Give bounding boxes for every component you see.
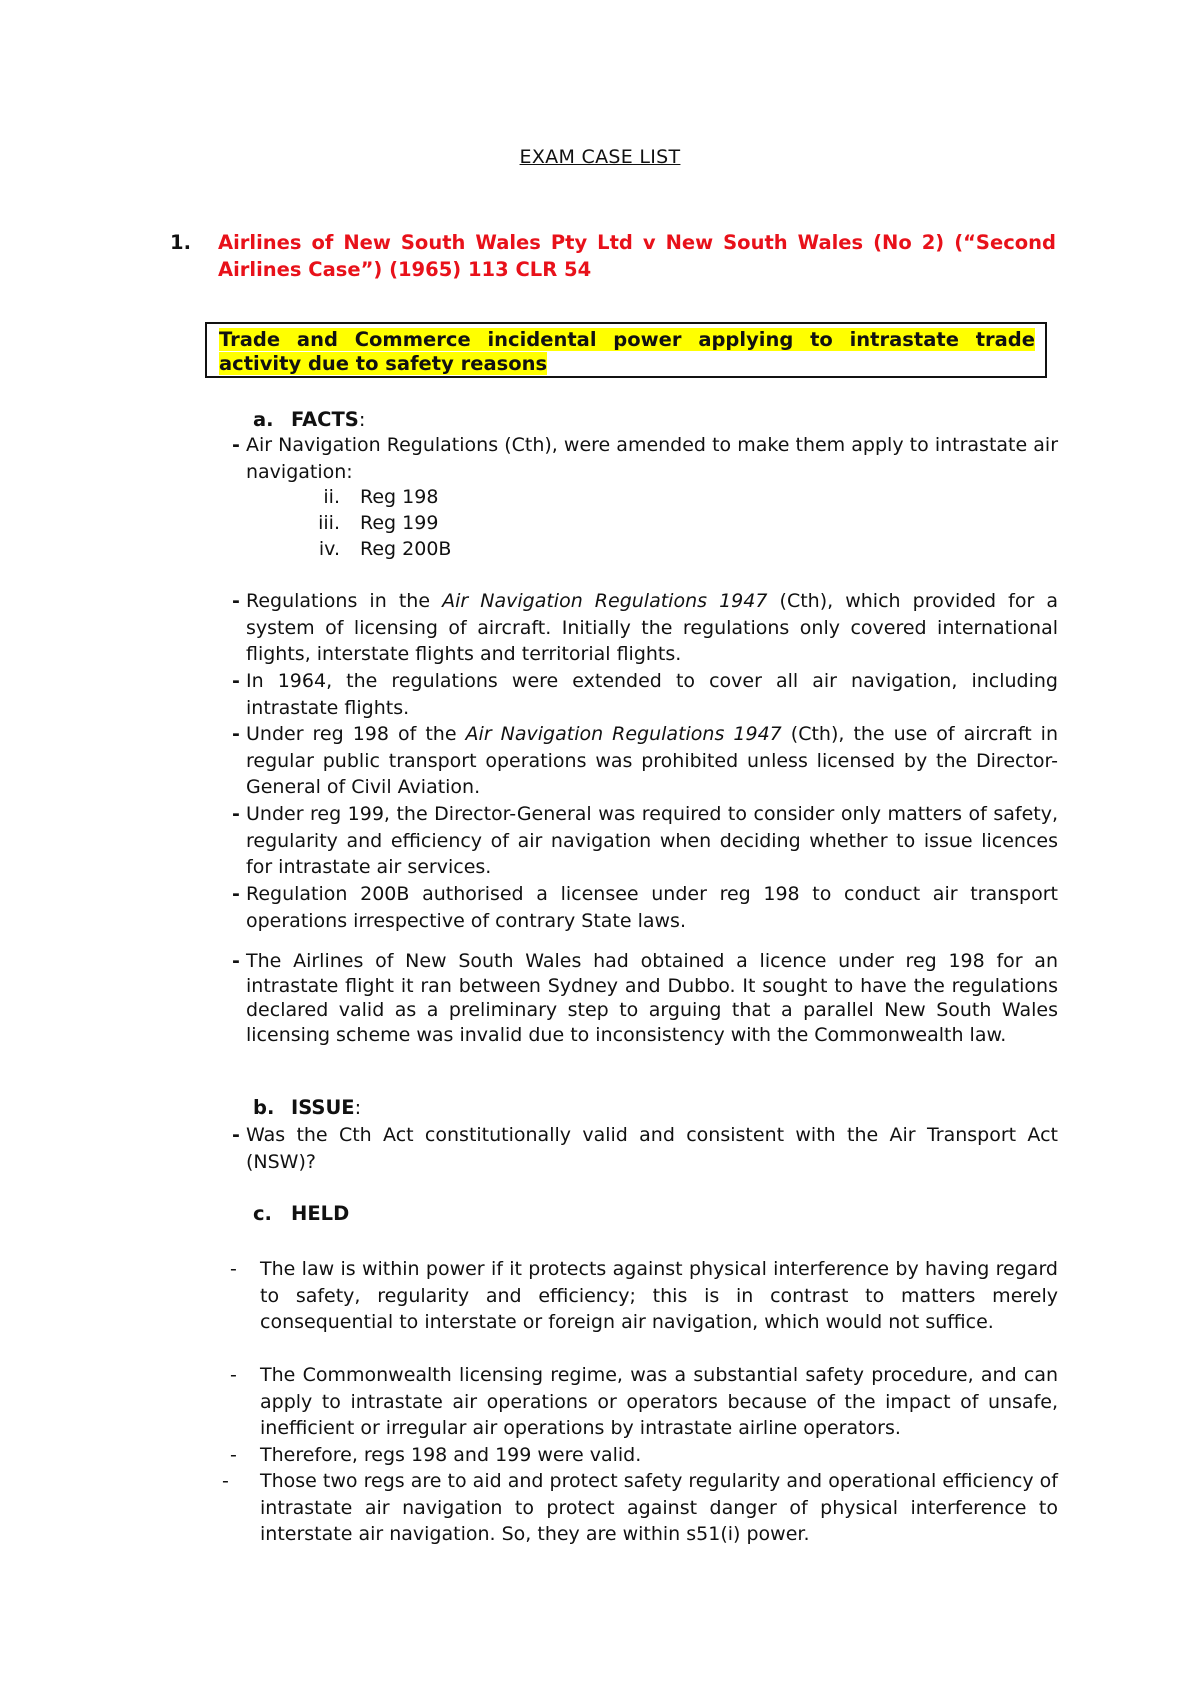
facts-point: In 1964, the regulations were extended to cover all air navigation, including intrastate flights. <box>246 670 1058 719</box>
facts-heading <box>253 408 365 431</box>
reg-text: Reg 200B <box>360 538 452 560</box>
held-label: HELD <box>291 1202 350 1225</box>
facts-colon: : <box>358 408 366 431</box>
document-title: EXAM CASE LIST <box>519 146 681 168</box>
topic-text <box>219 328 1035 376</box>
bullet-dash: - <box>232 590 240 612</box>
case-number: 1. <box>170 231 191 254</box>
topic-highlight: Trade and Commerce incidental power applying to intrastate trade activity due to safety reasons <box>219 328 1035 375</box>
bullet-dash: - <box>232 723 240 745</box>
reg-text: Reg 199 <box>360 512 439 534</box>
reg-numeral: iv. <box>318 538 340 560</box>
bullet-dash: - <box>222 1470 229 1492</box>
topic-box <box>205 322 1047 378</box>
held-heading <box>253 1202 349 1225</box>
issue-label: ISSUE <box>291 1096 355 1119</box>
facts-label: FACTS <box>291 408 359 431</box>
held-letter: c. <box>253 1202 272 1225</box>
issue-letter: b. <box>253 1096 275 1119</box>
bullet-dash: - <box>232 803 240 825</box>
held-point: Therefore, regs 198 and 199 were valid. <box>260 1444 642 1466</box>
bullet-dash: - <box>232 434 240 456</box>
facts-point: Under reg 198 of the Air Navigation Regulations 1947 (Cth), the use of aircraft in regular public transport operations was prohibited unless licensed by the Director-General of Civil Aviation. <box>246 723 1059 798</box>
issue-heading <box>253 1096 361 1119</box>
reg-numeral: ii. <box>323 486 340 508</box>
held-point: Those two regs are to aid and protect safety regularity and operational efficiency of intrastate air navigation to protect against danger of physical interference to interstate air navigation. So, they are within s51(i) power. <box>260 1470 1058 1545</box>
bullet-dash: - <box>230 1364 237 1386</box>
facts-point: The Airlines of New South Wales had obtained a licence under reg 198 for an intrastate flight it ran between Sydney and Dubbo. It sought to have the regulations declared valid as a preliminary step to arguing that a parallel New South Wales licensing scheme was invalid due to inconsistency with the Commonwealth law. <box>246 950 1058 1046</box>
reg-numeral: iii. <box>318 512 340 534</box>
facts-letter: a. <box>253 408 274 431</box>
bullet-dash: - <box>232 950 240 972</box>
facts-point: Under reg 199, the Director-General was required to consider only matters of safety, regularity and efficiency of air navigation when deciding whether to issue licences for intrastate air services. <box>246 803 1058 878</box>
case-name: Airlines of New South Wales Pty Ltd v New South Wales (No 2) (“Second Airlines Case”) (1965) 113 CLR 54 <box>218 231 1056 281</box>
statute-title: Air Navigation Regulations 1947 <box>442 590 768 612</box>
facts-intro <box>232 432 1058 492</box>
reg-text: Reg 198 <box>360 486 439 508</box>
held-point: The law is within power if it protects against physical interference by having regard to safety, regularity and efficiency; this is in contrast to matters merely consequential to interstate or foreign air navigation, which would not suffice. <box>260 1258 1058 1333</box>
bullet-dash: - <box>232 883 240 905</box>
facts-point: Regulation 200B authorised a licensee under reg 198 to conduct air transport operations irrespective of contrary State laws. <box>246 883 1058 932</box>
issue-point: Was the Cth Act constitutionally valid and consistent with the Air Transport Act (NSW)? <box>246 1124 1058 1173</box>
facts-intro-text: Air Navigation Regulations (Cth), were amended to make them apply to intrastate air navigation: <box>246 434 1058 483</box>
bullet-dash: - <box>230 1444 237 1466</box>
statute-title: Air Navigation Regulations 1947 <box>465 723 782 745</box>
issue-colon: : <box>354 1096 362 1119</box>
bullet-dash: - <box>232 670 240 692</box>
facts-point: Regulations in the Air Navigation Regulations 1947 (Cth), which provided for a system of licensing of aircraft. Initially the regulations only covered international flights, interstate flights and territorial flights. <box>246 590 1058 665</box>
bullet-dash: - <box>230 1258 237 1280</box>
held-point: The Commonwealth licensing regime, was a substantial safety procedure, and can apply to intrastate air operations or operators because of the impact of unsafe, inefficient or irregular air operations by intrastate airline operators. <box>260 1364 1058 1439</box>
bullet-dash: - <box>232 1124 240 1146</box>
